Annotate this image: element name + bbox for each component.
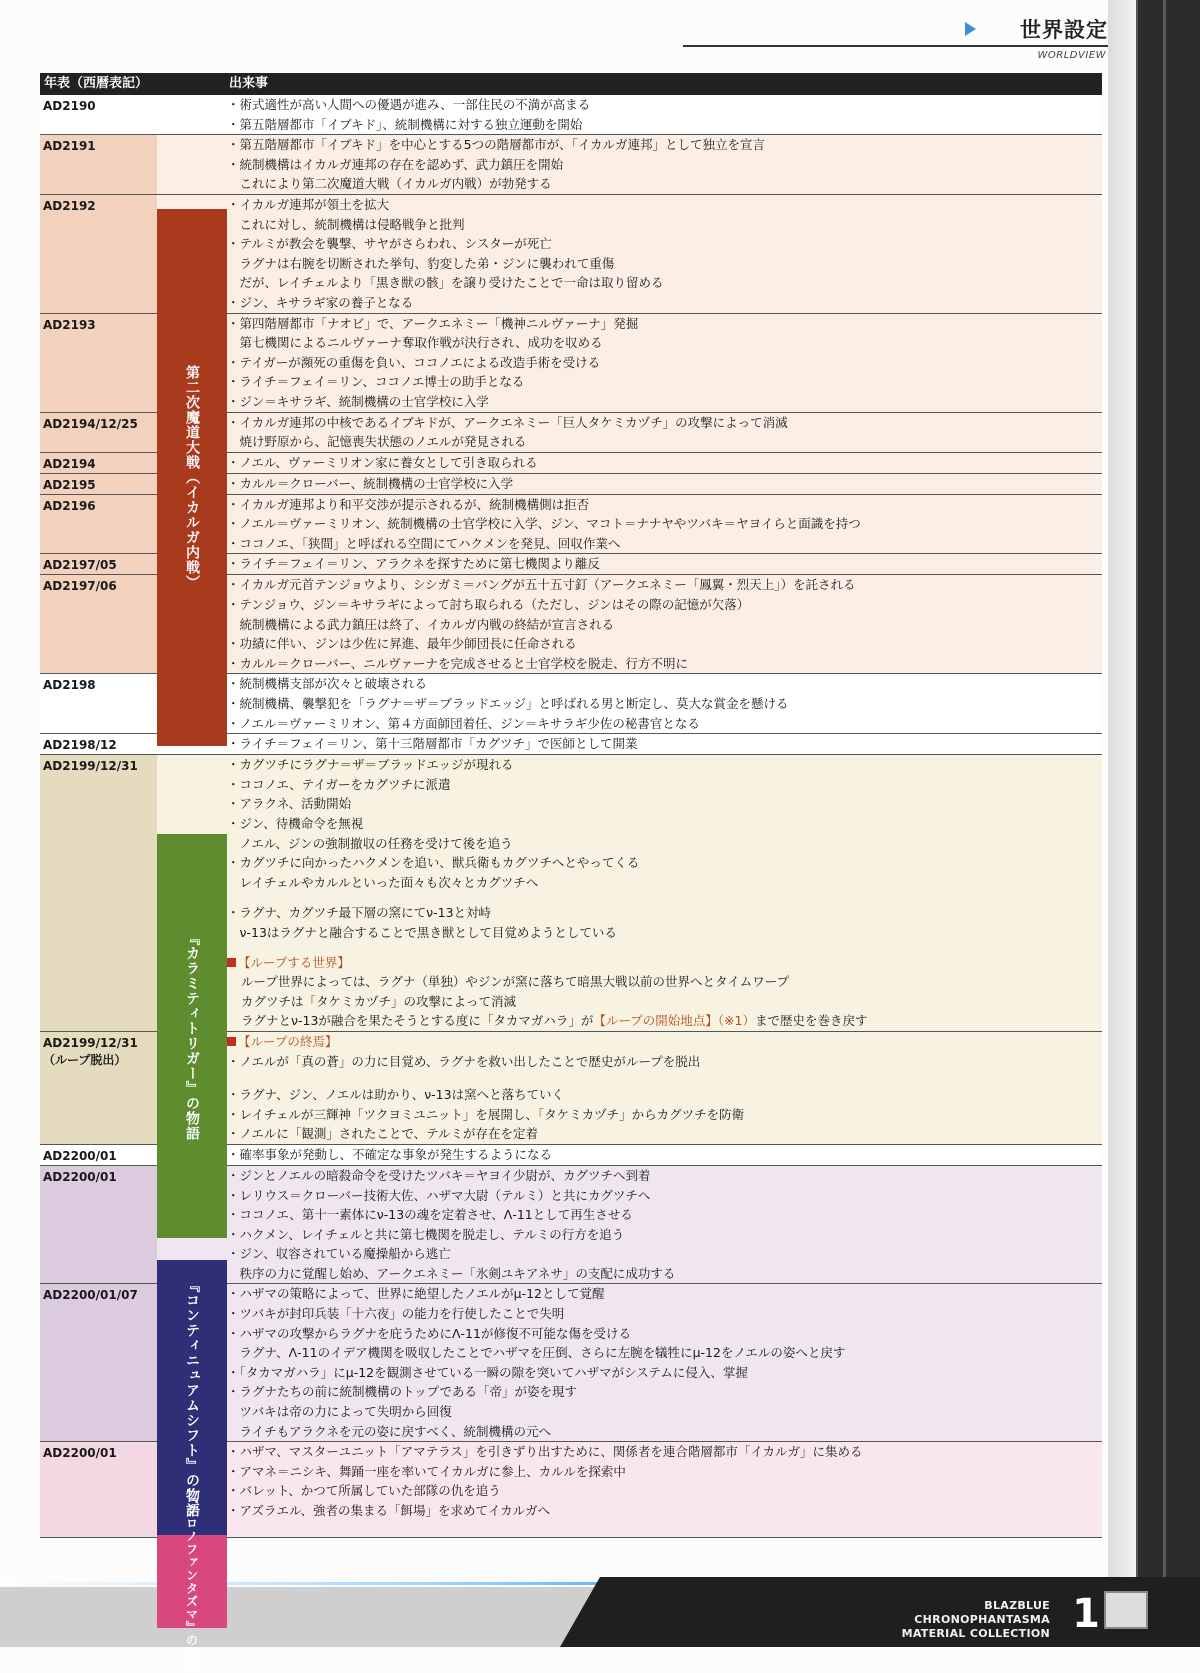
row-year: AD2196 [40, 495, 157, 554]
logo-icon [1104, 1591, 1148, 1629]
column-header-year: 年表（西暦表記） [44, 76, 149, 91]
square-bullet-icon [227, 1037, 236, 1046]
row-events: ・イカルガ連邦の中核であるイブキドが、アークエネミー「巨人タケミカヅチ」の攻撃によって消滅 焼け野原から、記憶喪失状態のノエルが発見される [227, 414, 788, 450]
row-year: AD2193 [40, 314, 157, 412]
row-year: AD2200/01 [40, 1442, 157, 1536]
row-events: ・第五階層都市「イブキド」を中心とする5つの階層都市が、「イカルガ連邦」として独立を宣言 ・統制機構はイカルガ連邦の存在を認めず、武力鎮圧を開始 これにより第二次魔道大戦（イカルガ内戦）が勃発する [227, 137, 765, 192]
right-frame-inner [1108, 0, 1138, 1580]
era-band-continuum-shift: 『コンティニュアムシフト』の物語 [157, 1260, 227, 1535]
table-row [40, 135, 1102, 195]
era-band-second-magic-war: 第二次魔道大戦（イカルガ内戦） [157, 209, 227, 746]
page-subtitle: WORLDVIEW [1037, 50, 1106, 61]
row-year: AD2199/12/31 （ループ脱出） [40, 1032, 157, 1144]
row-year: AD2198/12 [40, 734, 157, 754]
row-events: ・術式適性が高い人間への優遇が進み、一部住民の不満が高まる ・第五階層都市「イブキド」、統制機構に対する独立運動を開始 [227, 97, 591, 132]
row-events: ・ハザマの策略によって、世界に絶望したノエルがμ-12として覚醒 ・ツバキが封印兵装「十六夜」の能力を行使したことで失明 ・ハザマの攻撃からラグナを庇うためにΛ-11が修復不可能な傷を受ける ラグナ、Λ-11のイデア機関を吸収したことでハザマを圧倒、さらに左腕を犠牲にμ-12をノエルの姿へと戻す ・「タカマガハラ」にμ-12を観測させている一瞬の隙を突いてハザマがシステムに侵入、掌握 ・ラグナたちの前に統制機構のトップである「帝」が姿を現す ツバキは帝の力によって失明から回復 ライチもアラクネを元の姿に戻すべく、統制機構の元へ [227, 1286, 846, 1439]
row-year: AD2199/12/31 [40, 755, 157, 1031]
row-events: ・カルル＝クローバー、統制機構の士官学校に入学 [227, 475, 514, 491]
row-year: AD2200/01 [40, 1145, 157, 1165]
header-rule [683, 45, 1108, 47]
row-year: AD2190 [40, 95, 157, 134]
row-events: ・イカルガ元首テンジョウより、シシガミ＝バングが五十五寸釘（アークエネミー「鳳翼・烈天上」）を託される ・テンジョウ、ジン＝キサラギによって討ち取られる（ただし、ジンはその際の記憶が欠落） 統制機構による武力鎮圧は終了、イカルガ内戦の終結が宣言される ・功績に伴い、ジンは少佐に昇進、最年少師団長に任命される ・カルル＝クローバー、ニルヴァーナを完成させると士官学校を脱走、行方不明に [227, 577, 856, 671]
row-year: AD2200/01/07 [40, 1284, 157, 1441]
era-band-calamity-trigger: 『カラミティトリガー』の物語 [157, 834, 227, 1238]
row-year: AD2195 [40, 474, 157, 494]
page-title: 世界設定 [1020, 17, 1108, 42]
row-events: ・ジンとノエルの暗殺命令を受けたツバキ＝ヤヨイ少尉が、カグツチへ到着 ・レリウス＝クローバー技術大佐、ハザマ大尉（テルミ）と共にカグツチへ ・ココノエ、第十一素体にν-13の魂を定着させ、Λ-11として再生させる ・ハクメン、レイチェルと共に第七機関を脱走し、テルミの行方を追う ・ジン、収容されている魔操船から逃亡 秩序の力に覚醒し始め、アークエネミー「氷剣ユキアネサ」の支配に成功する [227, 1167, 676, 1281]
row-year: AD2194/12/25 [40, 413, 157, 452]
era-band-chronophantasma: 『クロノファンタズマ』の物語 [157, 1535, 227, 1628]
row-year: AD2197/06 [40, 575, 157, 673]
row-events: ・ライチ＝フェイ＝リン、第十三階層都市「カグツチ」で医師として開業 [227, 736, 638, 752]
row-year: AD2192 [40, 195, 157, 313]
row-events: ・カグツチにラグナ＝ザ＝ブラッドエッジが現れる ・ココノエ、テイガーをカグツチに派遣 ・アラクネ、活動開始 ・ジン、待機命令を無視 ノエル、ジンの強制撤収の任務を受けて後を追う ・カグツチに向かったハクメンを追い、獣兵衛もカグツチへとやってくる レイチェルやカルルといった面々も次々とカグツチへ ・ラグナ、カグツチ最下層の窯にてν-13と対峙 ν-13はラグナと融合することで黒き獣として目覚めようとしている 【ループする世界】 ループ世界によっては、ラグナ（単独）やジンが窯に落ちて暗黒大戦以前の世界へとタイムワープ カグツチは「タケミカヅチ」の攻撃によって消滅 ラグナとν-13が融合を果たそうとする度に「タカマガハラ」が【ループの開始地点】（※1）まで歴史を巻き戻す [227, 755, 1102, 1031]
footer-brand: BLAZBLUE CHRONOPHANTASMA MATERIAL COLLECTION [901, 1599, 1050, 1640]
page-number: 1 [1072, 1591, 1100, 1637]
row-year: AD2194 [40, 453, 157, 473]
column-header-event: 出来事 [229, 76, 269, 91]
right-frame [1138, 0, 1200, 1647]
row-events: 【ループの終焉】 ・ノエルが「真の蒼」の力に目覚め、ラグナを救い出したことで歴史がループを脱出 ・ラグナ、ジン、ノエルは助かり、ν-13は窯へと落ちていく ・レイチェルが三輝神「ツクヨミユニット」を展開し、「タケミカヅチ」からカグツチを防衛 ・ノエルに「観測」されたことで、テルミが存在を定着 [227, 1032, 1102, 1144]
table-row [40, 95, 1102, 135]
header-triangle-icon [965, 22, 976, 36]
row-year: AD2197/05 [40, 554, 157, 574]
right-frame-highlight [1163, 0, 1166, 1647]
table-header [40, 73, 1102, 95]
row-year: AD2200/01 [40, 1166, 157, 1284]
loop-end-title: 【ループの終焉】 [227, 1032, 1102, 1052]
row-events: ・確率事象が発動し、不確定な事象が発生するようになる [227, 1146, 553, 1162]
row-events: ・ノエル、ヴァーミリオン家に養女として引き取られる [227, 454, 538, 470]
square-bullet-icon [227, 958, 236, 967]
row-events: ・イカルガ連邦が領土を拡大 これに対し、統制機構は侵略戦争と批判 ・テルミが教会を襲撃、サヤがさらわれ、シスターが死亡 ラグナは右腕を切断された挙句、豹変した弟・ジンに襲われて重傷 だが、レイチェルより「黒き獣の骸」を譲り受けたことで一命は取り留める ・ジン、キサラギ家の養子となる [227, 196, 664, 310]
row-events: ・第四階層都市「ナオビ」で、アークエネミー「機神ニルヴァーナ」発掘 第七機関によるニルヴァーナ奪取作戦が決行され、成功を収める ・テイガーが瀕死の重傷を負い、ココノエによる改造手術を受ける ・ライチ＝フェイ＝リン、ココノエ博士の助手となる ・ジン＝キサラギ、統制機構の士官学校に入学 [227, 315, 639, 409]
row-events: ・イカルガ連邦より和平交渉が提示されるが、統制機構側は拒否 ・ノエル＝ヴァーミリオン、統制機構の士官学校に入学、ジン、マコト＝ナナヤやツバキ＝ヤヨイらと面識を持つ ・ココノエ、「狭間」と呼ばれる空間にてハクメンを発見、回収作業へ [227, 496, 861, 551]
row-year: AD2198 [40, 674, 157, 733]
row-events: ・統制機構支部が次々と破壊される ・統制機構、襲撃犯を「ラグナ＝ザ＝ブラッドエッジ」と呼ばれる男と断定し、莫大な賞金を懸ける ・ノエル＝ヴァーミリオン、第４方面師団着任、ジン＝キサラギ少佐の秘書官となる [227, 676, 789, 731]
row-events: ・ライチ＝フェイ＝リン、アラクネを探すために第七機関より離反 [227, 556, 600, 572]
loop-section-title: 【ループする世界】 [227, 953, 1102, 973]
row-year: AD2191 [40, 135, 157, 194]
row-events: ・ハザマ、マスターユニット「アマテラス」を引きずり出すために、関係者を連合階層都市「イカルガ」に集める ・アマネ＝ニシキ、舞踊一座を率いてイカルガに参上、カルルを探索中 ・バレット、かつて所属していた部隊の仇を追う ・アズラエル、強者の集まる「餌場」を求めてイカルガへ [227, 1444, 863, 1518]
